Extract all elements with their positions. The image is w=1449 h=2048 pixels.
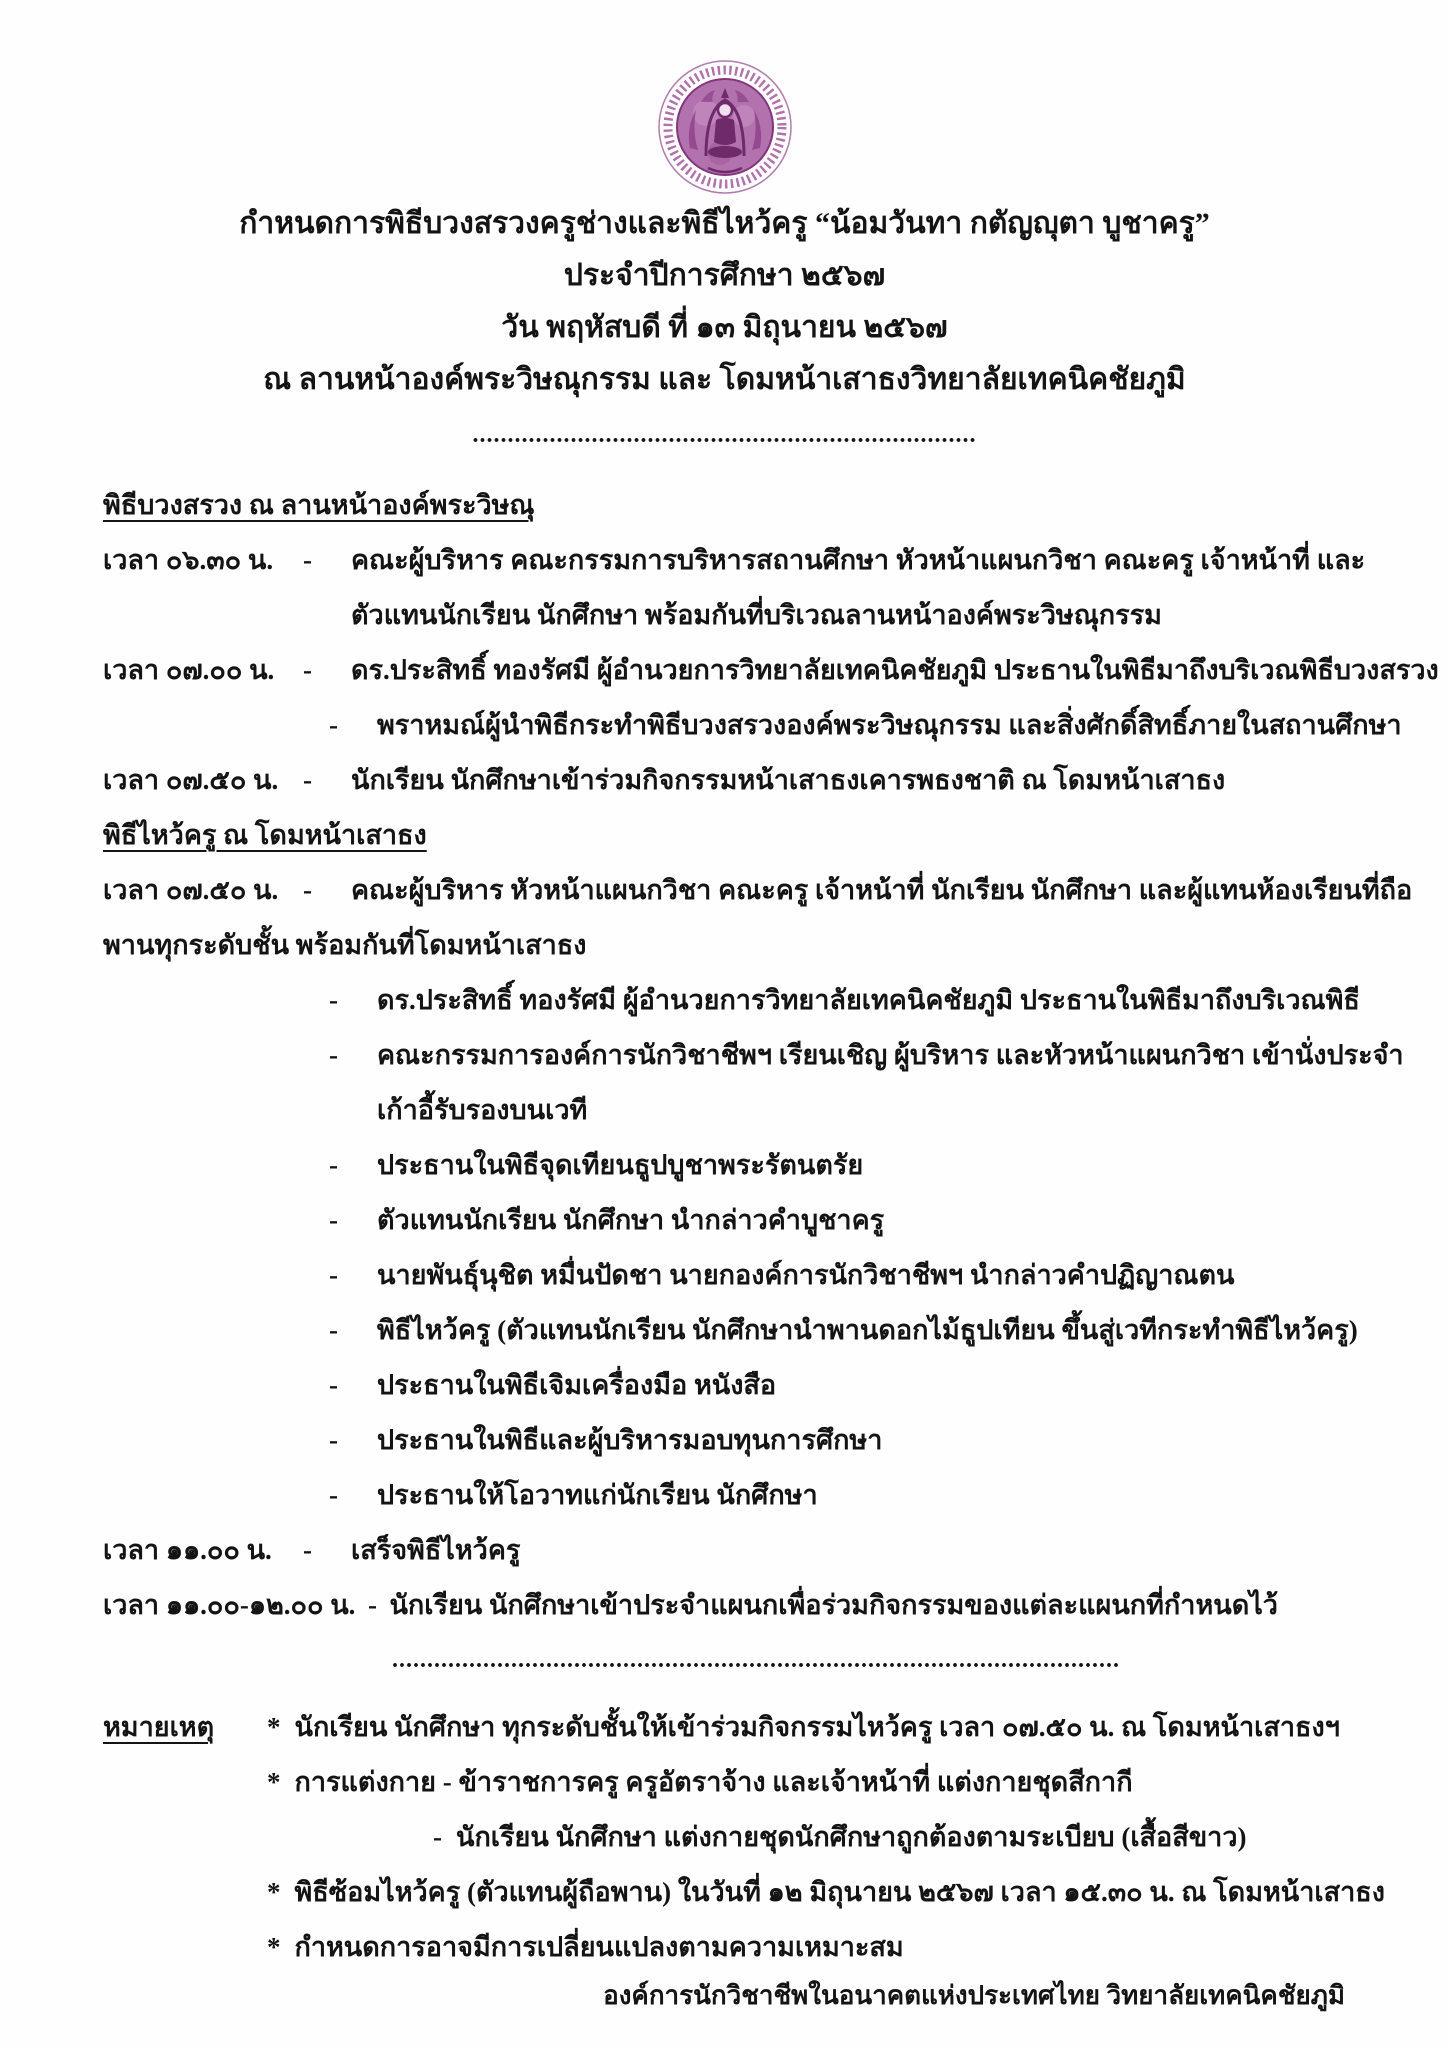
schedule-subrow <box>103 1028 1409 1083</box>
note-bullet: * <box>267 1877 281 1907</box>
continuation-text: พานทุกระดับชั้น พร้อมกันที่โดมหน้าเสาธง <box>103 930 587 960</box>
divider-dots: ........................................................................................................ <box>392 1647 1120 1673</box>
row-text: ประธานให้โอวาทแก่นักเรียน นักศึกษา <box>377 1480 818 1510</box>
notes-section <box>103 1700 1409 1975</box>
row-dash: - <box>329 710 338 740</box>
emblem-container <box>0 58 1449 201</box>
row-dash: - <box>303 765 312 795</box>
row-text: คณะผู้บริหาร คณะกรรมการบริหารสถานศึกษา หัวหน้าแผนกวิชา คณะครู เจ้าหน้าที่ และ <box>351 545 1366 575</box>
college-emblem-logo <box>656 58 794 196</box>
schedule-subrow <box>103 973 1409 1028</box>
note-text: กำหนดการอาจมีการเปลี่ยนแปลงตามความเหมาะสม <box>294 1932 904 1962</box>
row-text: ประธานในพิธีเจิมเครื่องมือ หนังสือ <box>377 1370 777 1400</box>
schedule-row <box>103 1523 1409 1578</box>
row-dash: - <box>329 1150 338 1180</box>
note-bullet: * <box>267 1767 281 1797</box>
schedule-row <box>103 863 1413 918</box>
schedule-subrow <box>103 1138 1409 1193</box>
row-dash: - <box>303 545 312 575</box>
row-dash: - <box>329 1260 338 1290</box>
document-header <box>0 198 1449 464</box>
row-dash: - <box>329 1425 338 1455</box>
row-text: ประธานในพิธีและผู้บริหารมอบทุนการศึกษา <box>377 1425 883 1455</box>
section1-heading: พิธีบวงสรวง ณ ลานหน้าองค์พระวิษณุ <box>103 490 535 520</box>
row-dash: - <box>303 1535 312 1565</box>
row-dash: - <box>329 1370 338 1400</box>
date-line: วัน พฤหัสบดี ที่ ๑๓ มิถุนายน ๒๕๖๗ <box>501 311 948 344</box>
row-text: นักเรียน นักศึกษาเข้าประจำแผนกเพื่อร่วมกิจกรรมของแต่ละแผนกที่กำหนดไว้ <box>389 1590 1278 1620</box>
row-time: เวลา ๐๖.๓๐ น. <box>103 545 274 575</box>
row-time: เวลา ๑๑.๐๐ น. <box>103 1535 272 1565</box>
row-time: เวลา ๑๑.๐๐-๑๒.๐๐ น. <box>103 1590 356 1620</box>
row-dash: - <box>329 985 338 1015</box>
row-text: พิธีไหว้ครู (ตัวแทนนักเรียน นักศึกษานำพานดอกไม้ธูปเทียน ขึ้นสู่เวทีกระทำพิธีไหว้ครู) <box>377 1315 1358 1345</box>
row-text: คณะผู้บริหาร หัวหน้าแผนกวิชา คณะครู เจ้าหน้าที่ นักเรียน นักศึกษา และผู้แทนห้องเรียนที่ถือ <box>351 875 1413 905</box>
divider-dots: ........................................................................ <box>472 422 977 448</box>
schedule-row <box>103 1578 1409 1633</box>
note-bullet: - <box>433 1822 442 1852</box>
document-title: กำหนดการพิธีบวงสรวงครูช่างและพิธีไหว้ครู “น้อมวันทา กตัญญุตา บูชาครู” <box>239 207 1210 240</box>
row-text: เสร็จพิธีไหว้ครู <box>351 1535 521 1565</box>
schedule-subrow <box>103 1358 1409 1413</box>
schedule-subrow <box>103 1413 1409 1468</box>
note-bullet: * <box>267 1932 281 1962</box>
row-text: พราหมณ์ผู้นำพิธีกระทำพิธีบวงสรวงองค์พระวิษณุกรรม และสิ่งศักดิ์สิทธิ์ภายในสถานศึกษา <box>377 710 1402 740</box>
note-item <box>103 1755 1409 1810</box>
note-text: นักเรียน นักศึกษา แต่งกายชุดนักศึกษาถูกต้องตามระเบียบ (เสื้อสีขาว) <box>456 1822 1247 1852</box>
schedule-row <box>103 533 1409 588</box>
note-text: การแต่งกาย - ข้าราชการครู ครูอัตราจ้าง และเจ้าหน้าที่ แต่งกายชุดสีกากี <box>294 1767 1133 1797</box>
schedule-subrow <box>103 1193 1409 1248</box>
schedule-subrow <box>103 1303 1409 1358</box>
row-text: ดร.ประสิทธิ์ ทองรัศมี ผู้อำนวยการวิทยาลัยเทคนิคชัยภูมิ ประธานในพิธีมาถึงบริเวณพิธีบวงสรวง <box>351 655 1439 685</box>
section2-heading: พิธีไหว้ครู ณ โดมหน้าเสาธง <box>103 820 427 850</box>
continuation-text: เก้าอี้รับรองบนเวที <box>377 1095 588 1125</box>
row-time: เวลา ๐๗.๕๐ น. <box>103 765 279 795</box>
continuation-text: ตัวแทนนักเรียน นักศึกษา พร้อมกันที่บริเวณลานหน้าองค์พระวิษณุกรรม <box>351 600 1162 630</box>
note-bullet: * <box>267 1712 281 1742</box>
row-text: ประธานในพิธีจุดเทียนธูปบูชาพระรัตนตรัย <box>377 1150 864 1180</box>
row-dash: - <box>329 1315 338 1345</box>
row-dash: - <box>329 1205 338 1235</box>
row-dash: - <box>329 1040 338 1070</box>
schedule-subrow <box>103 1468 1409 1523</box>
schedule-row <box>103 753 1409 808</box>
row-time: เวลา ๐๗.๕๐ น. <box>103 875 279 905</box>
row-dash: - <box>329 1480 338 1510</box>
row-text: นักเรียน นักศึกษาเข้าร่วมกิจกรรมหน้าเสาธงเคารพธงชาติ ณ โดมหน้าเสาธง <box>351 765 1226 795</box>
note-subitem <box>103 1810 1409 1865</box>
row-dash: - <box>367 1590 377 1620</box>
row-dash: - <box>303 655 312 685</box>
notes-label: หมายเหตุ <box>103 1712 215 1742</box>
row-text: นายพันธุ์นุชิต หมื่นปัดชา นายกองค์การนักวิชาชีพฯ นำกล่าวคำปฏิญาณตน <box>377 1260 1235 1290</box>
schedule <box>103 478 1439 1688</box>
academic-year-line: ประจำปีการศึกษา ๒๕๖๗ <box>563 259 886 292</box>
note-text: นักเรียน นักศึกษา ทุกระดับชั้นให้เข้าร่วมกิจกรรมไหว้ครู เวลา ๐๗.๕๐ น. ณ โดมหน้าเสาธงฯ <box>294 1712 1340 1742</box>
row-dash: - <box>303 875 312 905</box>
footer-org-line: องค์การนักวิชาชีพในอนาคตแห่งประเทศไทย วิทยาลัยเทคนิคชัยภูมิ <box>603 1981 1345 2010</box>
note-item <box>103 1920 1409 1975</box>
schedule-row <box>103 643 1439 698</box>
row-text: ดร.ประสิทธิ์ ทองรัศมี ผู้อำนวยการวิทยาลัยเทคนิคชัยภูมิ ประธานในพิธีมาถึงบริเวณพิธี <box>377 985 1360 1015</box>
venue-line: ณ ลานหน้าองค์พระวิษณุกรรม และ โดมหน้าเสาธงวิทยาลัยเทคนิคชัยภูมิ <box>263 363 1186 396</box>
row-text: คณะกรรมการองค์การนักวิชาชีพฯ เรียนเชิญ ผู้บริหาร และหัวหน้าแผนกวิชา เข้านั่งประจำ <box>377 1040 1404 1070</box>
row-text: ตัวแทนนักเรียน นักศึกษา นำกล่าวคำบูชาครู <box>377 1205 885 1235</box>
note-item <box>103 1865 1409 1920</box>
note-text: พิธีซ้อมไหว้ครู (ตัวแทนผู้ถือพาน) ในวันที่ ๑๒ มิถุนายน ๒๕๖๗ เวลา ๑๕.๓๐ น. ณ โดมหน้าเสาธง <box>294 1877 1385 1907</box>
row-time: เวลา ๐๗.๐๐ น. <box>103 655 275 685</box>
schedule-subrow <box>103 698 1409 753</box>
schedule-subrow <box>103 1248 1409 1303</box>
note-item <box>103 1700 1409 1755</box>
